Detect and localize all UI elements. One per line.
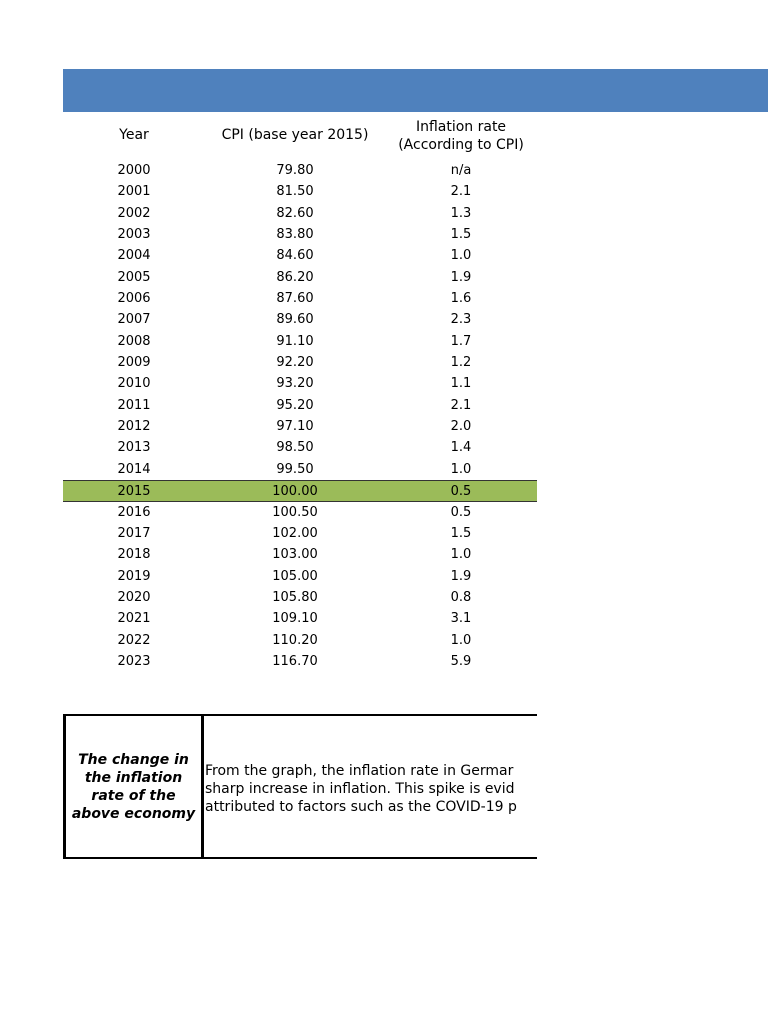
cell-cpi[interactable]: 86.20: [276, 269, 314, 285]
table-row[interactable]: [63, 395, 537, 416]
note-label: The change in the inflation rate of the above economy: [71, 751, 196, 822]
cell-cpi[interactable]: 91.10: [276, 333, 314, 349]
table-row[interactable]: [63, 331, 537, 352]
table-row[interactable]: [63, 437, 537, 458]
table-row[interactable]: [63, 566, 537, 587]
cell-inflation[interactable]: 1.0: [450, 248, 472, 264]
cell-inflation[interactable]: 0.5: [450, 484, 472, 500]
note-label-cell: [63, 716, 204, 857]
cell-year[interactable]: 2007: [117, 312, 151, 328]
cell-cpi[interactable]: 99.50: [276, 461, 314, 477]
cell-cpi[interactable]: 89.60: [276, 312, 314, 328]
cell-inflation[interactable]: 1.0: [450, 461, 472, 477]
table-row[interactable]: [63, 224, 537, 245]
cell-year[interactable]: 2018: [117, 547, 151, 563]
cell-year[interactable]: 2002: [117, 205, 151, 221]
header-band: [63, 69, 768, 112]
cell-cpi[interactable]: 81.50: [276, 184, 314, 200]
cell-cpi[interactable]: 100.50: [272, 504, 318, 520]
table-row[interactable]: [63, 245, 537, 266]
cell-inflation[interactable]: 1.9: [450, 568, 472, 584]
table-row[interactable]: [63, 181, 537, 202]
cell-cpi[interactable]: 82.60: [276, 205, 314, 221]
cell-cpi[interactable]: 83.80: [276, 227, 314, 243]
table-row[interactable]: [63, 523, 537, 544]
table-row[interactable]: [63, 160, 537, 181]
column-header-inflation: Inflation rate (According to CPI): [398, 119, 524, 153]
column-header-year: Year: [119, 127, 149, 143]
cell-inflation[interactable]: 1.7: [450, 333, 472, 349]
cell-inflation[interactable]: 2.1: [450, 397, 472, 413]
cell-cpi[interactable]: 102.00: [272, 525, 318, 541]
cell-cpi[interactable]: 95.20: [276, 397, 314, 413]
cell-year[interactable]: 2016: [117, 504, 151, 520]
cell-cpi[interactable]: 110.20: [272, 632, 318, 648]
table-row[interactable]: [63, 459, 537, 480]
table-row[interactable]: [63, 630, 537, 651]
cell-inflation[interactable]: 1.0: [450, 632, 472, 648]
cell-year[interactable]: 2013: [117, 440, 151, 456]
cell-cpi[interactable]: 100.00: [272, 484, 318, 500]
cell-inflation[interactable]: 2.3: [450, 312, 472, 328]
cell-inflation[interactable]: 5.9: [450, 653, 472, 669]
note-box: [63, 714, 537, 859]
cell-year[interactable]: 2000: [117, 163, 151, 178]
cell-inflation[interactable]: 2.0: [450, 419, 472, 435]
table-row[interactable]: [63, 203, 537, 224]
cell-cpi[interactable]: 98.50: [276, 440, 314, 456]
cell-year[interactable]: 2003: [117, 227, 151, 243]
cell-inflation[interactable]: 0.8: [450, 589, 472, 605]
table-row[interactable]: [63, 587, 537, 608]
cell-cpi[interactable]: 79.80: [276, 163, 314, 178]
cell-year[interactable]: 2009: [117, 355, 151, 371]
table-row[interactable]: [63, 480, 537, 501]
cell-year[interactable]: 2020: [117, 589, 151, 605]
cpi-table: [63, 160, 537, 672]
cell-inflation[interactable]: 1.3: [450, 205, 472, 221]
cell-year[interactable]: 2006: [117, 291, 151, 307]
table-row[interactable]: [63, 651, 537, 672]
table-row[interactable]: [63, 416, 537, 437]
cell-inflation[interactable]: 1.1: [450, 376, 472, 392]
cell-year[interactable]: 2010: [117, 376, 151, 392]
column-header-cpi: CPI (base year 2015): [221, 127, 369, 143]
cell-inflation[interactable]: 1.6: [450, 291, 472, 307]
cell-inflation[interactable]: 1.2: [450, 355, 472, 371]
table-row[interactable]: [63, 502, 537, 523]
cell-cpi[interactable]: 103.00: [272, 547, 318, 563]
cell-cpi[interactable]: 105.80: [272, 589, 318, 605]
table-row[interactable]: [63, 267, 537, 288]
cell-inflation[interactable]: n/a: [450, 163, 472, 178]
cell-year[interactable]: 2008: [117, 333, 151, 349]
cell-inflation[interactable]: 1.5: [450, 227, 472, 243]
cell-year[interactable]: 2017: [117, 525, 151, 541]
cell-year[interactable]: 2014: [117, 461, 151, 477]
cell-inflation[interactable]: 3.1: [450, 611, 472, 627]
table-row[interactable]: [63, 608, 537, 629]
cell-cpi[interactable]: 97.10: [276, 419, 314, 435]
cell-cpi[interactable]: 84.60: [276, 248, 314, 264]
note-text[interactable]: From the graph, the inflation rate in Germar sharp increase in inflation. This spike is evid attributed to factors such as the COVID-19 p: [205, 763, 517, 815]
cell-year[interactable]: 2021: [117, 611, 151, 627]
cell-year[interactable]: 2023: [117, 653, 151, 669]
table-row[interactable]: [63, 352, 537, 373]
table-row[interactable]: [63, 288, 537, 309]
cell-year[interactable]: 2001: [117, 184, 151, 200]
cell-cpi[interactable]: 116.70: [272, 653, 318, 669]
cell-year[interactable]: 2015: [117, 484, 151, 500]
cell-inflation[interactable]: 1.0: [450, 547, 472, 563]
cell-year[interactable]: 2004: [117, 248, 151, 264]
cell-cpi[interactable]: 109.10: [272, 611, 318, 627]
cell-cpi[interactable]: 87.60: [276, 291, 314, 307]
cell-year[interactable]: 2011: [117, 397, 151, 413]
table-row[interactable]: [63, 544, 537, 565]
cell-cpi[interactable]: 92.20: [276, 355, 314, 371]
cell-inflation[interactable]: 1.5: [450, 525, 472, 541]
cell-inflation[interactable]: 1.9: [450, 269, 472, 285]
table-row[interactable]: [63, 309, 537, 330]
cell-inflation[interactable]: 1.4: [450, 440, 472, 456]
cell-inflation[interactable]: 2.1: [450, 184, 472, 200]
cell-cpi[interactable]: 93.20: [276, 376, 314, 392]
cell-year[interactable]: 2005: [117, 269, 151, 285]
cell-year[interactable]: 2019: [117, 568, 151, 584]
cell-inflation[interactable]: 0.5: [450, 504, 472, 520]
cell-year[interactable]: 2012: [117, 419, 151, 435]
cell-cpi[interactable]: 105.00: [272, 568, 318, 584]
cell-year[interactable]: 2022: [117, 632, 151, 648]
table-row[interactable]: [63, 373, 537, 394]
